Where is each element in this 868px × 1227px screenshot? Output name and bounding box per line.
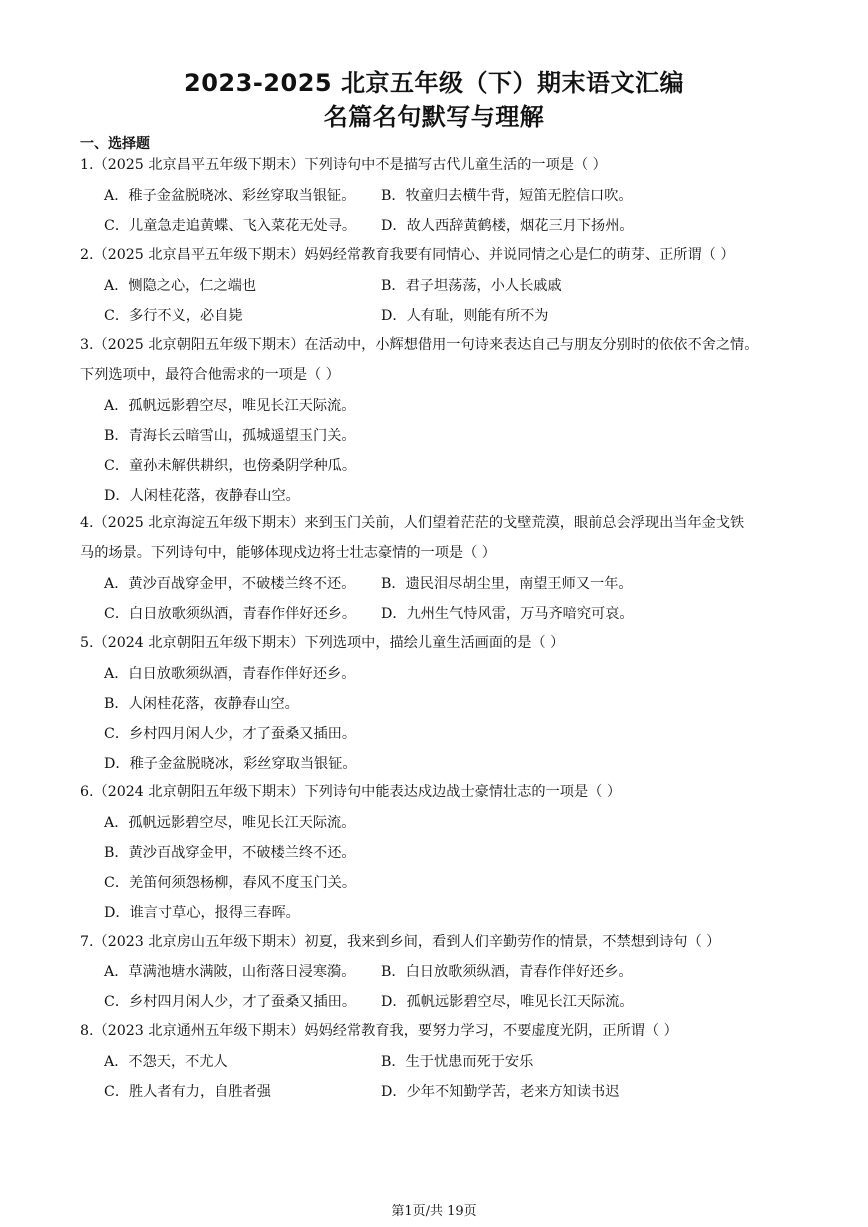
question-6-option-b: B．黄沙百战穿金甲，不破楼兰终不还。 <box>104 845 356 861</box>
question-1-option-c: C．儿童急走追黄蝶、飞入菜花无处寻。 <box>104 218 357 234</box>
question-1-option-a: A．稚子金盆脱晓冰、彩丝穿取当银钲。 <box>104 188 356 204</box>
document-title: 2023-2025 北京五年级（下）期末语文汇编 <box>184 69 684 97</box>
question-5-option-a: A．白日放歌须纵酒，青春作伴好还乡。 <box>104 666 356 682</box>
question-8-option-b: B．生于忧患而死于安乐 <box>381 1054 534 1070</box>
document-subtitle: 名篇名句默写与理解 <box>323 103 545 131</box>
question-2-option-d: D．人有耻，则能有所不为 <box>381 308 549 324</box>
page-footer: 第1页/共 19页 <box>391 1204 477 1219</box>
question-3-option-a: A．孤帆远影碧空尽，唯见长江天际流。 <box>104 398 356 414</box>
question-1-option-b: B．牧童归去横牛背，短笛无腔信口吹。 <box>381 188 633 204</box>
question-8-option-d: D．少年不知勤学苦，老来方知读书迟 <box>381 1084 620 1100</box>
question-7-option-b: B．白日放歌须纵酒，青春作伴好还乡。 <box>381 964 633 980</box>
question-1-option-d: D．故人西辞黄鹤楼，烟花三月下扬州。 <box>381 218 634 234</box>
question-7-option-c: C．乡村四月闲人少，才了蚕桑又插田。 <box>104 994 357 1010</box>
question-1-stem: 1.（2025 北京昌平五年级下期末）下列诗句中不是描写古代儿童生活的一项是（ ） <box>80 157 607 173</box>
question-8-option-c: C．胜人者有力，自胜者强 <box>104 1084 271 1100</box>
question-8-stem: 8.（2023 北京通州五年级下期末）妈妈经常教育我，要努力学习，不要虚度光阴，正所谓（ ） <box>80 1023 678 1039</box>
question-4-option-d: D．九州生气恃风雷，万马齐喑究可哀。 <box>381 606 634 622</box>
question-4-stem: 4.（2025 北京海淀五年级下期末）来到玉门关前，人们望着茫茫的戈壁荒漠，眼前总会浮现出当年金戈铁 <box>80 515 745 531</box>
question-3-option-d: D．人闲桂花落，夜静春山空。 <box>104 488 300 504</box>
question-7-stem: 7.（2023 北京房山五年级下期末）初夏，我来到乡间，看到人们辛勤劳作的情景，不禁想到诗句（ ） <box>80 934 721 950</box>
question-5-option-b: B．人闲桂花落，夜静春山空。 <box>104 696 299 712</box>
question-6-option-c: C．羌笛何须怨杨柳，春风不度玉门关。 <box>104 875 357 891</box>
question-5-option-c: C．乡村四月闲人少，才了蚕桑又插田。 <box>104 726 357 742</box>
question-5-option-d: D．稚子金盆脱晓冰，彩丝穿取当银钲。 <box>104 756 357 772</box>
question-4-stem-continued: 马的场景。下列诗句中，能够体现戍边将士壮志豪情的一项是（ ） <box>80 545 496 561</box>
question-6-stem: 6.（2024 北京朝阳五年级下期末）下列诗句中能表达戍边战士豪情壮志的一项是（ ） <box>80 784 622 800</box>
question-2-option-c: C．多行不义，必自毙 <box>104 308 243 324</box>
question-3-option-c: C．童孙未解供耕织，也傍桑阴学种瓜。 <box>104 458 357 474</box>
question-8-option-a: A．不怨天，不尤人 <box>104 1054 228 1070</box>
question-7-option-a: A．草满池塘水满陂，山衔落日浸寒漪。 <box>104 964 356 980</box>
question-3-stem: 3.（2025 北京朝阳五年级下期末）在活动中，小辉想借用一句诗来表达自己与朋友分别时的依依不舍之情。 <box>80 337 759 353</box>
question-6-option-a: A．孤帆远影碧空尽，唯见长江天际流。 <box>104 815 356 831</box>
question-3-stem-continued: 下列选项中，最符合他需求的一项是（ ） <box>80 367 340 383</box>
section-heading: 一、选择题 <box>80 136 150 152</box>
question-4-option-b: B．遗民泪尽胡尘里，南望王师又一年。 <box>381 576 633 592</box>
question-7-option-d: D．孤帆远影碧空尽，唯见长江天际流。 <box>381 994 634 1010</box>
question-4-option-c: C．白日放歌须纵酒，青春作伴好还乡。 <box>104 606 357 622</box>
question-3-option-b: B．青海长云暗雪山，孤城遥望玉门关。 <box>104 428 356 444</box>
question-4-option-a: A．黄沙百战穿金甲，不破楼兰终不还。 <box>104 576 356 592</box>
question-2-stem: 2.（2025 北京昌平五年级下期末）妈妈经常教育我要有同情心、并说同情之心是仁的萌芽、正所谓（ ） <box>80 247 735 263</box>
question-2-option-a: A．恻隐之心，仁之端也 <box>104 278 257 294</box>
question-5-stem: 5.（2024 北京朝阳五年级下期末）下列选项中，描绘儿童生活画面的是（ ） <box>80 635 565 651</box>
question-2-option-b: B．君子坦荡荡，小人长戚戚 <box>381 278 562 294</box>
question-6-option-d: D．谁言寸草心，报得三春晖。 <box>104 905 300 921</box>
